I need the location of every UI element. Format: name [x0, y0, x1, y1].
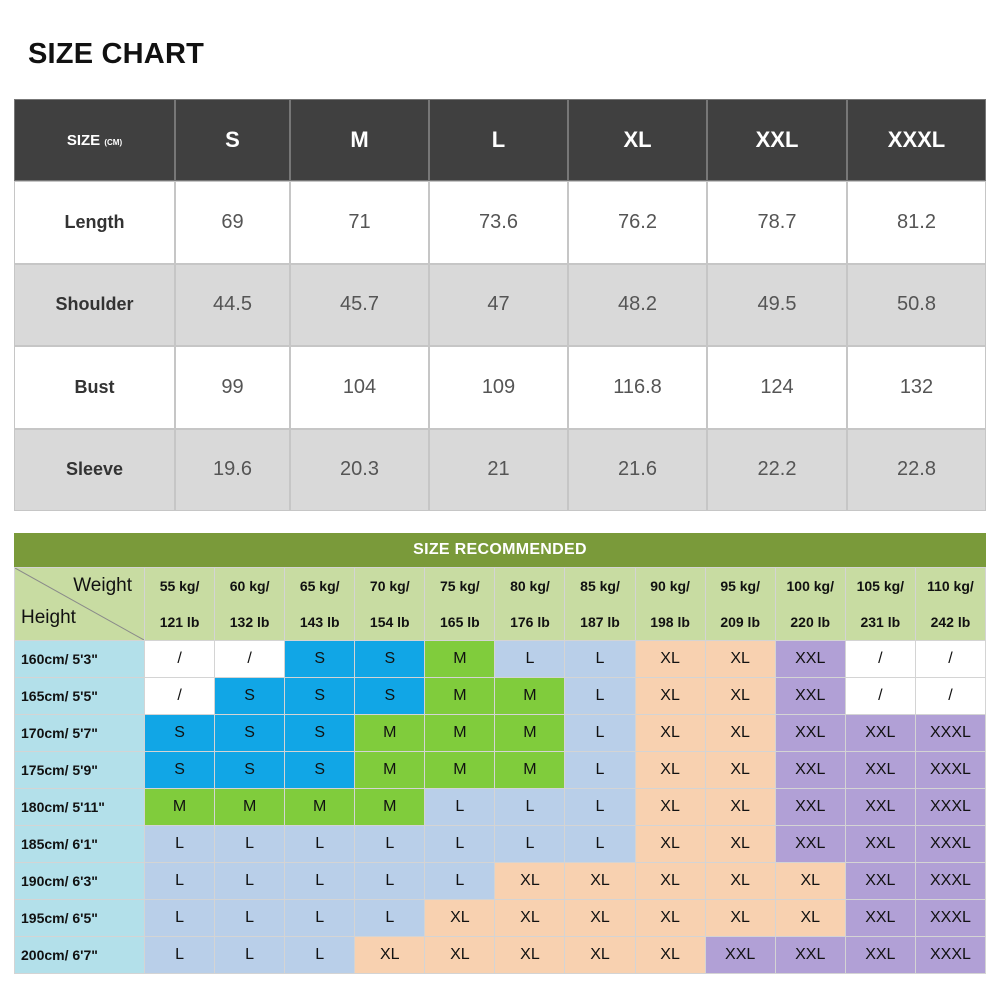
recommended-size-cell: XXL — [845, 900, 915, 937]
weight-lb: 209 lb — [720, 614, 761, 630]
weight-kg: 85 kg/ — [580, 578, 620, 594]
recommended-size-cell: S — [145, 752, 215, 789]
recommended-size-cell: XXL — [845, 789, 915, 826]
recommended-size-cell: XL — [635, 826, 705, 863]
recommended-size-cell: XXL — [845, 715, 915, 752]
recommended-size-cell: XXL — [845, 752, 915, 789]
size-chart-table — [14, 99, 986, 511]
measurement-label: Shoulder — [14, 264, 175, 346]
recommended-size-cell: M — [285, 789, 355, 826]
recommended-size-cell: M — [215, 789, 285, 826]
measurement-value: 21.6 — [568, 429, 707, 511]
recommended-size-cell: XL — [495, 863, 565, 900]
recommended-size-cell: S — [355, 641, 425, 678]
weight-axis-label: Weight — [73, 575, 132, 596]
size-header-corner — [14, 99, 175, 181]
recommended-size-cell: S — [285, 641, 355, 678]
recommended-size-cell: L — [495, 789, 565, 826]
recommended-size-cell: L — [285, 826, 355, 863]
recommended-size-cell: XL — [705, 789, 775, 826]
height-row — [15, 863, 986, 900]
height-label: 185cm/ 6'1" — [15, 826, 145, 863]
measurement-value: 99 — [175, 346, 290, 428]
recommended-size-cell: XXL — [775, 678, 845, 715]
page-title: SIZE CHART — [28, 38, 204, 70]
height-row — [15, 826, 986, 863]
weight-lb: 242 lb — [930, 614, 971, 630]
recommended-size-cell: L — [565, 678, 635, 715]
weight-kg: 100 kg/ — [786, 578, 834, 594]
recommended-size-cell: M — [355, 789, 425, 826]
measurement-value: 22.8 — [847, 429, 986, 511]
recommended-size-cell: XL — [425, 937, 495, 974]
size-recommended-title: SIZE RECOMMENDED — [14, 533, 986, 567]
weight-lb: 132 lb — [229, 614, 270, 630]
recommended-size-cell: XXL — [775, 715, 845, 752]
recommended-size-cell: L — [355, 863, 425, 900]
recommended-size-cell: XXL — [845, 863, 915, 900]
weight-lb: 198 lb — [650, 614, 690, 630]
height-label: 200cm/ 6'7" — [15, 937, 145, 974]
recommended-size-cell: XL — [705, 752, 775, 789]
weight-column-header — [285, 568, 355, 641]
weight-lb: 143 lb — [299, 614, 340, 630]
weight-height-corner — [15, 568, 145, 641]
recommended-size-cell: XL — [705, 863, 775, 900]
recommended-size-cell: L — [425, 789, 495, 826]
recommended-size-cell: XL — [495, 937, 565, 974]
recommended-size-cell: XL — [635, 715, 705, 752]
recommended-size-cell: / — [845, 678, 915, 715]
size-header-label: SIZE — [66, 131, 101, 149]
weight-kg: 90 kg/ — [650, 578, 690, 594]
size-row — [14, 181, 986, 263]
size-column-header: XXXL — [847, 99, 986, 181]
recommended-size-cell: S — [215, 752, 285, 789]
recommended-size-cell: / — [915, 678, 985, 715]
recommended-size-cell: XL — [495, 900, 565, 937]
recommended-size-cell: L — [425, 826, 495, 863]
recommended-size-cell: L — [495, 826, 565, 863]
recommended-size-cell: L — [565, 715, 635, 752]
size-row — [14, 346, 986, 428]
recommended-size-cell: L — [145, 937, 215, 974]
recommended-size-cell: S — [145, 715, 215, 752]
recommended-size-cell: XXXL — [915, 826, 985, 863]
measurement-value: 22.2 — [707, 429, 847, 511]
recommended-size-cell: L — [565, 641, 635, 678]
weight-lb: 220 lb — [790, 614, 831, 630]
recommended-size-cell: M — [495, 752, 565, 789]
measurement-value: 109 — [429, 346, 568, 428]
measurement-value: 21 — [429, 429, 568, 511]
recommended-size-cell: XL — [425, 900, 495, 937]
weight-column-header — [705, 568, 775, 641]
recommended-size-cell: XL — [635, 937, 705, 974]
measurement-value: 69 — [175, 181, 290, 263]
measurement-value: 73.6 — [429, 181, 568, 263]
recommended-size-cell: S — [215, 715, 285, 752]
recommended-size-cell: XXL — [775, 789, 845, 826]
recommended-size-cell: XXXL — [915, 937, 985, 974]
height-row — [15, 900, 986, 937]
weight-kg: 55 kg/ — [159, 578, 200, 594]
height-label: 190cm/ 6'3" — [15, 863, 145, 900]
recommended-size-cell: L — [215, 937, 285, 974]
weight-column-header — [355, 568, 425, 641]
height-label: 165cm/ 5'5" — [15, 678, 145, 715]
recommended-size-cell: / — [915, 641, 985, 678]
measurement-label: Sleeve — [14, 429, 175, 511]
recommended-size-cell: XL — [775, 863, 845, 900]
recommended-size-cell: XXL — [845, 937, 915, 974]
height-label: 170cm/ 5'7" — [15, 715, 145, 752]
weight-kg: 65 kg/ — [299, 578, 340, 594]
recommended-size-cell: XL — [635, 863, 705, 900]
weight-column-header — [775, 568, 845, 641]
recommended-size-cell: L — [355, 900, 425, 937]
size-column-header: L — [429, 99, 568, 181]
measurement-value: 50.8 — [847, 264, 986, 346]
recommended-size-cell: L — [215, 900, 285, 937]
recommended-size-cell: XXL — [775, 826, 845, 863]
recommended-size-cell: XL — [705, 826, 775, 863]
weight-kg: 75 kg/ — [440, 578, 480, 594]
measurement-value: 78.7 — [707, 181, 847, 263]
height-row — [15, 937, 986, 974]
measurement-label: Bust — [14, 346, 175, 428]
recommended-size-cell: XL — [635, 641, 705, 678]
weight-column-header — [915, 568, 985, 641]
size-recommended-section — [14, 533, 986, 974]
measurement-value: 48.2 — [568, 264, 707, 346]
recommended-size-cell: XL — [705, 715, 775, 752]
height-label: 175cm/ 5'9" — [15, 752, 145, 789]
height-label: 160cm/ 5'3" — [15, 641, 145, 678]
height-label: 195cm/ 6'5" — [15, 900, 145, 937]
recommended-size-cell: XL — [775, 900, 845, 937]
recommended-size-cell: M — [495, 678, 565, 715]
recommended-size-cell: L — [565, 789, 635, 826]
weight-column-header — [495, 568, 565, 641]
recommended-size-cell: L — [215, 863, 285, 900]
weight-column-header — [635, 568, 705, 641]
weight-kg: 60 kg/ — [229, 578, 270, 594]
recommended-size-cell: XXXL — [915, 863, 985, 900]
recommended-size-cell: XL — [635, 900, 705, 937]
recommended-size-cell: XL — [355, 937, 425, 974]
measurement-value: 76.2 — [568, 181, 707, 263]
weight-column-header — [145, 568, 215, 641]
measurement-value: 20.3 — [290, 429, 429, 511]
height-axis-label: Height — [21, 607, 76, 628]
recommended-size-cell: L — [145, 900, 215, 937]
measurement-value: 104 — [290, 346, 429, 428]
recommended-size-cell: M — [425, 641, 495, 678]
recommended-size-cell: S — [285, 752, 355, 789]
recommended-size-cell: XL — [565, 937, 635, 974]
recommended-size-cell: L — [145, 863, 215, 900]
measurement-value: 81.2 — [847, 181, 986, 263]
height-label: 180cm/ 5'11" — [15, 789, 145, 826]
height-row — [15, 715, 986, 752]
weight-kg: 95 kg/ — [720, 578, 761, 594]
recommended-size-cell: XXL — [705, 937, 775, 974]
size-recommended-table — [14, 567, 986, 974]
recommended-size-cell: M — [425, 752, 495, 789]
recommended-size-cell: S — [355, 678, 425, 715]
recommended-size-cell: L — [145, 826, 215, 863]
size-header-unit: (CM) — [104, 137, 123, 147]
weight-lb: 176 lb — [510, 614, 550, 630]
recommended-size-cell: / — [145, 678, 215, 715]
measurement-value: 44.5 — [175, 264, 290, 346]
size-row — [14, 429, 986, 511]
weight-column-header — [425, 568, 495, 641]
recommended-size-cell: L — [495, 641, 565, 678]
recommended-size-cell: M — [145, 789, 215, 826]
recommended-size-cell: XXL — [845, 826, 915, 863]
weight-column-header — [845, 568, 915, 641]
size-column-header: XL — [568, 99, 707, 181]
recommended-size-cell: S — [285, 715, 355, 752]
recommended-size-cell: / — [215, 641, 285, 678]
recommended-size-cell: L — [425, 863, 495, 900]
measurement-value: 19.6 — [175, 429, 290, 511]
recommended-size-cell: XXXL — [915, 715, 985, 752]
recommended-size-cell: S — [215, 678, 285, 715]
measurement-value: 45.7 — [290, 264, 429, 346]
recommended-size-cell: M — [425, 715, 495, 752]
recommended-size-cell: XXXL — [915, 752, 985, 789]
weight-kg: 105 kg/ — [856, 578, 905, 594]
recommended-size-cell: L — [285, 937, 355, 974]
weight-lb: 154 lb — [369, 614, 410, 630]
recommended-size-cell: L — [565, 826, 635, 863]
recommended-size-cell: XXXL — [915, 789, 985, 826]
recommended-size-cell: XL — [705, 641, 775, 678]
size-column-header: S — [175, 99, 290, 181]
recommended-size-cell: XL — [635, 789, 705, 826]
measurement-value: 47 — [429, 264, 568, 346]
recommended-size-cell: M — [355, 715, 425, 752]
recommended-size-cell: XXL — [775, 641, 845, 678]
recommended-size-cell: M — [425, 678, 495, 715]
weight-kg: 70 kg/ — [369, 578, 410, 594]
recommended-size-cell: XXXL — [915, 900, 985, 937]
measurement-value: 116.8 — [568, 346, 707, 428]
recommended-size-cell: L — [285, 863, 355, 900]
size-column-header: XXL — [707, 99, 847, 181]
height-row — [15, 789, 986, 826]
recommended-size-cell: XXL — [775, 752, 845, 789]
recommended-size-cell: XXL — [775, 937, 845, 974]
recommended-size-cell: / — [845, 641, 915, 678]
recommended-size-cell: M — [495, 715, 565, 752]
recommended-size-cell: S — [285, 678, 355, 715]
weight-lb: 231 lb — [860, 614, 901, 630]
recommended-size-cell: XL — [565, 863, 635, 900]
recommended-size-cell: XL — [635, 752, 705, 789]
size-row — [14, 264, 986, 346]
recommended-size-cell: XL — [635, 678, 705, 715]
size-column-header: M — [290, 99, 429, 181]
measurement-value: 124 — [707, 346, 847, 428]
recommended-size-cell: M — [355, 752, 425, 789]
recommended-size-cell: L — [285, 900, 355, 937]
recommended-size-cell: / — [145, 641, 215, 678]
weight-lb: 187 lb — [580, 614, 620, 630]
recommended-size-cell: XL — [705, 678, 775, 715]
height-row — [15, 678, 986, 715]
recommended-size-cell: XL — [565, 900, 635, 937]
weight-kg: 110 kg/ — [927, 578, 974, 594]
height-row — [15, 641, 986, 678]
weight-column-header — [565, 568, 635, 641]
recommended-size-cell: XL — [705, 900, 775, 937]
measurement-value: 49.5 — [707, 264, 847, 346]
measurement-label: Length — [14, 181, 175, 263]
weight-kg: 80 kg/ — [510, 578, 550, 594]
recommended-size-cell: L — [215, 826, 285, 863]
recommended-size-cell: L — [565, 752, 635, 789]
measurement-value: 71 — [290, 181, 429, 263]
measurement-value: 132 — [847, 346, 986, 428]
weight-column-header — [215, 568, 285, 641]
recommended-size-cell: L — [355, 826, 425, 863]
weight-lb: 165 lb — [440, 614, 480, 630]
weight-lb: 121 lb — [159, 614, 200, 630]
height-row — [15, 752, 986, 789]
